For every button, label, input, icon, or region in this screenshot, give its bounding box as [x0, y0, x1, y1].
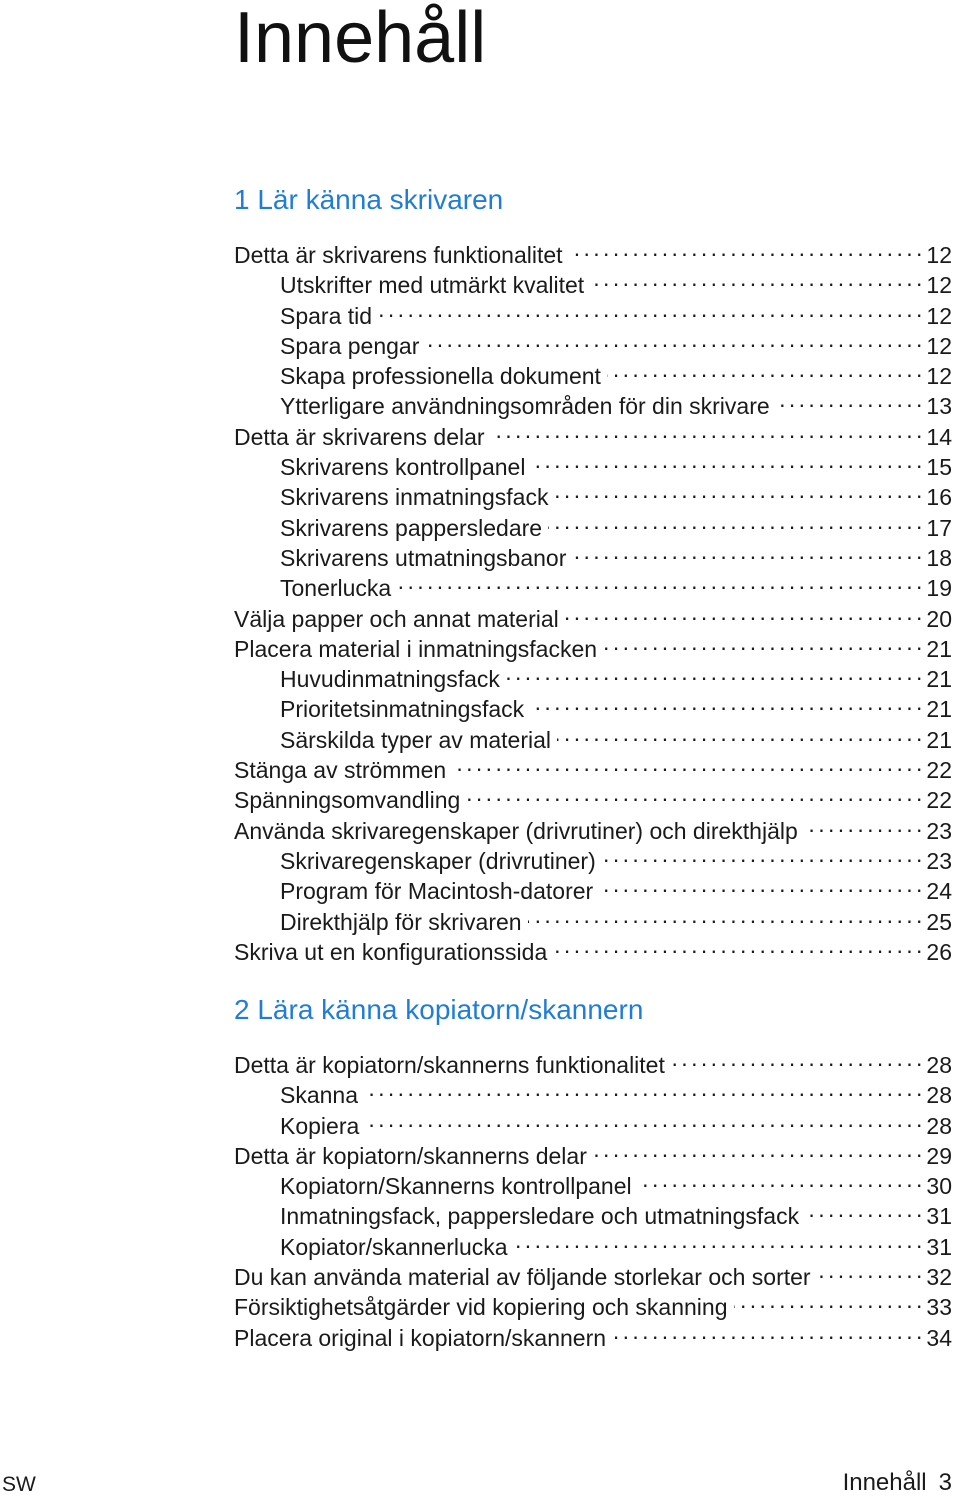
- toc-entry-label: Program för Macintosh-datorer: [280, 878, 594, 905]
- toc-entry-label: Spara pengar: [280, 332, 420, 359]
- toc-entry-label: Detta är kopiatorn/skannerns funktionalitet: [234, 1052, 665, 1078]
- dot-leader: [569, 233, 923, 263]
- toc-entry[interactable]: [234, 233, 952, 268]
- dot-leader: [553, 930, 922, 960]
- toc-entry-label: Spara tid: [280, 302, 373, 329]
- toc-entry-page-number: 20: [926, 605, 952, 632]
- dot-leader: [491, 415, 923, 445]
- chapter-2: [234, 990, 952, 1351]
- toc-entry-label: Försiktighetsåtgärder vid kopiering och skanning: [234, 1294, 728, 1321]
- dot-leader: [506, 657, 923, 687]
- toc-entry-label: Inmatningsfack, pappersledare och utmatningsfack: [280, 1203, 800, 1230]
- dot-leader: [734, 1285, 923, 1315]
- page-title: Innehåll: [234, 0, 487, 78]
- dot-leader: [599, 869, 922, 899]
- toc-entry-page-number: 21: [926, 696, 952, 723]
- dot-leader: [514, 1225, 923, 1255]
- dot-leader: [364, 1073, 922, 1103]
- toc-entry-label: Skapa professionella dokument: [280, 363, 601, 390]
- footer-page-number: 3: [938, 1469, 952, 1496]
- toc-entry-page-number: 21: [926, 635, 952, 662]
- toc-entry-page-number: 12: [926, 272, 952, 299]
- dot-leader: [817, 1255, 923, 1285]
- toc-entry-label: Stänga av strömmen: [234, 757, 447, 784]
- dot-leader: [365, 1104, 922, 1134]
- toc-entry-page-number: 28: [926, 1052, 952, 1078]
- toc-entry-page-number: 33: [926, 1294, 952, 1321]
- dot-leader: [603, 627, 922, 657]
- dot-leader: [671, 1043, 923, 1073]
- dot-leader: [548, 506, 922, 536]
- chapter-heading[interactable]: 1 Lär känna skrivaren: [234, 184, 504, 215]
- toc-entry-page-number: 14: [926, 423, 952, 450]
- toc-entry-label: Detta är kopiatorn/skannerns delar: [234, 1142, 587, 1169]
- toc-entry-label: Utskrifter med utmärkt kvalitet: [280, 272, 585, 299]
- toc-entry-label: Välja papper och annat material: [234, 605, 559, 632]
- toc-entry-page-number: 15: [926, 454, 952, 481]
- dot-leader: [607, 354, 922, 384]
- toc-entry-page-number: 21: [926, 666, 952, 693]
- dot-leader: [554, 475, 922, 505]
- dot-leader: [602, 839, 923, 869]
- chapter-heading[interactable]: 2 Lära känna kopiatorn/skannern: [234, 994, 644, 1025]
- toc-entry-page-number: 25: [926, 908, 952, 935]
- toc-entry-page-number: 16: [926, 484, 952, 511]
- dot-leader: [612, 1316, 922, 1346]
- toc-entry-page-number: 28: [926, 1112, 952, 1139]
- toc-entry-label: Skanna: [280, 1082, 359, 1109]
- toc-entries: [234, 233, 952, 965]
- toc-entry-page-number: 23: [926, 817, 952, 844]
- toc-entry-label: Skrivarens inmatningsfack: [280, 484, 549, 511]
- toc-entry-page-number: 26: [926, 938, 952, 965]
- dot-leader: [397, 566, 922, 596]
- toc-entries: [234, 1043, 952, 1351]
- toc-entry-page-number: 18: [926, 544, 952, 571]
- toc-entry-label: Skrivarens kontrollpanel: [280, 454, 526, 481]
- dot-leader: [528, 900, 923, 930]
- dot-leader: [805, 1194, 922, 1224]
- toc-entry-label: Tonerlucka: [280, 575, 392, 602]
- toc-entry-page-number: 29: [926, 1142, 952, 1169]
- dot-leader: [572, 536, 922, 566]
- footer-page-label: [843, 1467, 952, 1499]
- toc-entry-label: Detta är skrivarens delar: [234, 423, 485, 450]
- toc-entry-page-number: 12: [926, 242, 952, 268]
- toc-entry-label: Kopiatorn/Skannerns kontrollpanel: [280, 1173, 632, 1200]
- dot-leader: [531, 445, 922, 475]
- dot-leader: [452, 748, 922, 778]
- toc-entry-page-number: 32: [926, 1264, 952, 1291]
- toc-entry-page-number: 30: [926, 1173, 952, 1200]
- toc-entry-page-number: 31: [926, 1203, 952, 1230]
- footer-language-code: SW: [2, 1473, 36, 1496]
- toc-entry-page-number: 28: [926, 1082, 952, 1109]
- toc-entry-label: Placera original i kopiatorn/skannern: [234, 1324, 607, 1351]
- toc-entry-page-number: 24: [926, 878, 952, 905]
- dot-leader: [565, 597, 923, 627]
- toc-entry-label: Detta är skrivarens funktionalitet: [234, 242, 563, 268]
- toc-entry-label: Skrivarens pappersledare: [280, 514, 543, 541]
- toc-entry-page-number: 12: [926, 363, 952, 390]
- toc-entry-label: Placera material i inmatningsfacken: [234, 635, 598, 662]
- dot-leader: [804, 809, 923, 839]
- dot-leader: [776, 384, 923, 414]
- dot-leader: [378, 294, 922, 324]
- toc-entry-label: Skrivarens utmatningsbanor: [280, 544, 567, 571]
- toc-entry-page-number: 21: [926, 726, 952, 753]
- toc-entry-page-number: 19: [926, 575, 952, 602]
- toc-entry-label: Kopiera: [280, 1112, 360, 1139]
- toc-entry[interactable]: [234, 1043, 952, 1078]
- toc-entry-label: Prioritetsinmatningsfack: [280, 696, 525, 723]
- toc-entry-page-number: 17: [926, 514, 952, 541]
- toc-entry-page-number: 22: [926, 787, 952, 814]
- toc-entry-label: Särskilda typer av material: [280, 726, 551, 753]
- toc-entry-label: Använda skrivaregenskaper (drivrutiner) och direkthjälp: [234, 817, 798, 844]
- toc-entry-page-number: 23: [926, 847, 952, 874]
- dot-leader: [557, 718, 922, 748]
- toc-entry-page-number: 22: [926, 757, 952, 784]
- toc-entry-label: Ytterligare användningsområden för din skrivare: [280, 393, 770, 420]
- toc-entry-label: Du kan använda material av följande storlekar och sorter: [234, 1264, 811, 1291]
- toc-entry-page-number: 34: [926, 1324, 952, 1351]
- dot-leader: [530, 687, 922, 717]
- toc-entry-label: Kopiator/skannerlucka: [280, 1233, 508, 1260]
- toc-entry-label: Skrivaregenskaper (drivrutiner): [280, 847, 596, 874]
- dot-leader: [593, 1134, 923, 1164]
- chapter-1: [234, 180, 952, 965]
- toc-entry-label: Huvudinmatningsfack: [280, 666, 500, 693]
- dot-leader: [466, 778, 922, 808]
- dot-leader: [590, 263, 922, 293]
- toc-entry-label: Skriva ut en konfigurationssida: [234, 938, 548, 965]
- toc-entry-page-number: 13: [926, 393, 952, 420]
- toc-entry-page-number: 31: [926, 1233, 952, 1260]
- dot-leader: [638, 1164, 923, 1194]
- toc-entry-label: Direkthjälp för skrivaren: [280, 908, 522, 935]
- toc-entry-page-number: 12: [926, 302, 952, 329]
- dot-leader: [425, 324, 922, 354]
- toc-entry-label: Spänningsomvandling: [234, 787, 461, 814]
- footer-section-name: Innehåll: [842, 1469, 927, 1496]
- toc-entry-page-number: 12: [926, 332, 952, 359]
